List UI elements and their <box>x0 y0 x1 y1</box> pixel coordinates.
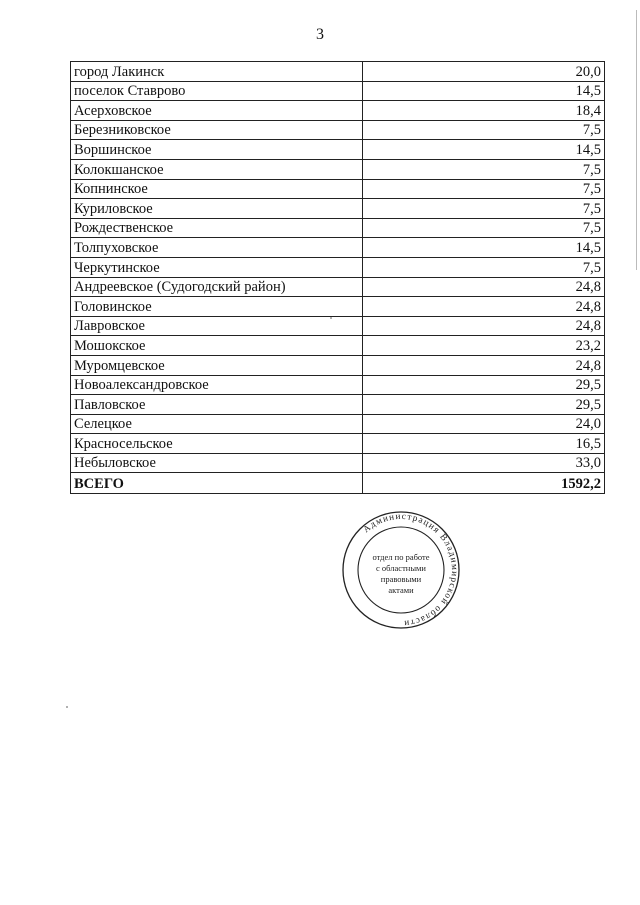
settlement-name: Колокшанское <box>71 159 363 179</box>
settlement-value: 14,5 <box>363 81 605 101</box>
table-row <box>71 414 605 434</box>
settlement-name: Павловское <box>71 395 363 415</box>
settlement-name: Красносельское <box>71 434 363 454</box>
settlement-value: 7,5 <box>363 120 605 140</box>
settlement-value: 18,4 <box>363 101 605 121</box>
table-row <box>71 453 605 473</box>
table-row <box>71 62 605 82</box>
table-row <box>71 81 605 101</box>
settlement-value: 24,8 <box>363 277 605 297</box>
settlement-value: 24,8 <box>363 316 605 336</box>
settlement-value: 14,5 <box>363 238 605 258</box>
page-number: 3 <box>316 26 324 43</box>
table-row <box>71 434 605 454</box>
settlement-value: 24,8 <box>363 297 605 317</box>
settlement-value: 24,8 <box>363 355 605 375</box>
table-row <box>71 179 605 199</box>
settlement-value: 29,5 <box>363 375 605 395</box>
settlement-value: 16,5 <box>363 434 605 454</box>
official-stamp <box>341 510 461 630</box>
table-row <box>71 159 605 179</box>
settlement-name: Головинское <box>71 297 363 317</box>
settlement-name: Андреевское (Судогодский район) <box>71 277 363 297</box>
total-value: 1592,2 <box>363 473 605 494</box>
table-row <box>71 257 605 277</box>
settlement-value: 7,5 <box>363 257 605 277</box>
settlement-name: город Лакинск <box>71 62 363 82</box>
table-row <box>71 277 605 297</box>
table-row <box>71 199 605 219</box>
table-row <box>71 140 605 160</box>
settlement-value: 23,2 <box>363 336 605 356</box>
settlement-name: Копнинское <box>71 179 363 199</box>
settlement-value: 24,0 <box>363 414 605 434</box>
table-row <box>71 120 605 140</box>
settlement-name: поселок Ставрово <box>71 81 363 101</box>
settlement-name: Толпуховское <box>71 238 363 258</box>
table-row <box>71 316 605 336</box>
settlement-value: 7,5 <box>363 179 605 199</box>
stamp-center-line: правовыми <box>380 574 422 584</box>
stamp-center-line: отдел по работе <box>372 552 430 562</box>
total-label: ВСЕГО <box>71 473 363 494</box>
settlement-name: Муромцевское <box>71 355 363 375</box>
table-row <box>71 395 605 415</box>
stamp-center-text <box>372 552 429 595</box>
settlement-name: Лавровское <box>71 316 363 336</box>
settlement-value: 29,5 <box>363 395 605 415</box>
scan-edge-line <box>636 10 637 270</box>
settlement-value: 14,5 <box>363 140 605 160</box>
table-row <box>71 218 605 238</box>
stamp-center-line: с областными <box>376 563 426 573</box>
settlements-table <box>70 61 605 494</box>
settlement-name: Рождественское <box>71 218 363 238</box>
total-row <box>71 473 605 494</box>
table-row <box>71 297 605 317</box>
settlement-name: Небыловское <box>71 453 363 473</box>
settlement-value: 20,0 <box>363 62 605 82</box>
table-row <box>71 375 605 395</box>
table-row <box>71 355 605 375</box>
table-row <box>71 101 605 121</box>
settlement-value: 7,5 <box>363 199 605 219</box>
table-body <box>71 62 605 494</box>
settlement-name: Куриловское <box>71 199 363 219</box>
settlement-name: Асерховское <box>71 101 363 121</box>
settlement-name: Мошокское <box>71 336 363 356</box>
settlement-name: Воршинское <box>71 140 363 160</box>
table-row <box>71 238 605 258</box>
settlement-value: 7,5 <box>363 159 605 179</box>
settlement-value: 33,0 <box>363 453 605 473</box>
settlement-name: Черкутинское <box>71 257 363 277</box>
settlement-name: Новоалександровское <box>71 375 363 395</box>
settlement-value: 7,5 <box>363 218 605 238</box>
stamp-center-line: актами <box>388 585 414 595</box>
stamp-ring-text: Администрация Владимирской области <box>360 510 461 630</box>
settlement-name: Селецкое <box>71 414 363 434</box>
scan-speck <box>330 317 332 319</box>
settlement-name: Березниковское <box>71 120 363 140</box>
scan-speck <box>66 706 68 708</box>
table-row <box>71 336 605 356</box>
